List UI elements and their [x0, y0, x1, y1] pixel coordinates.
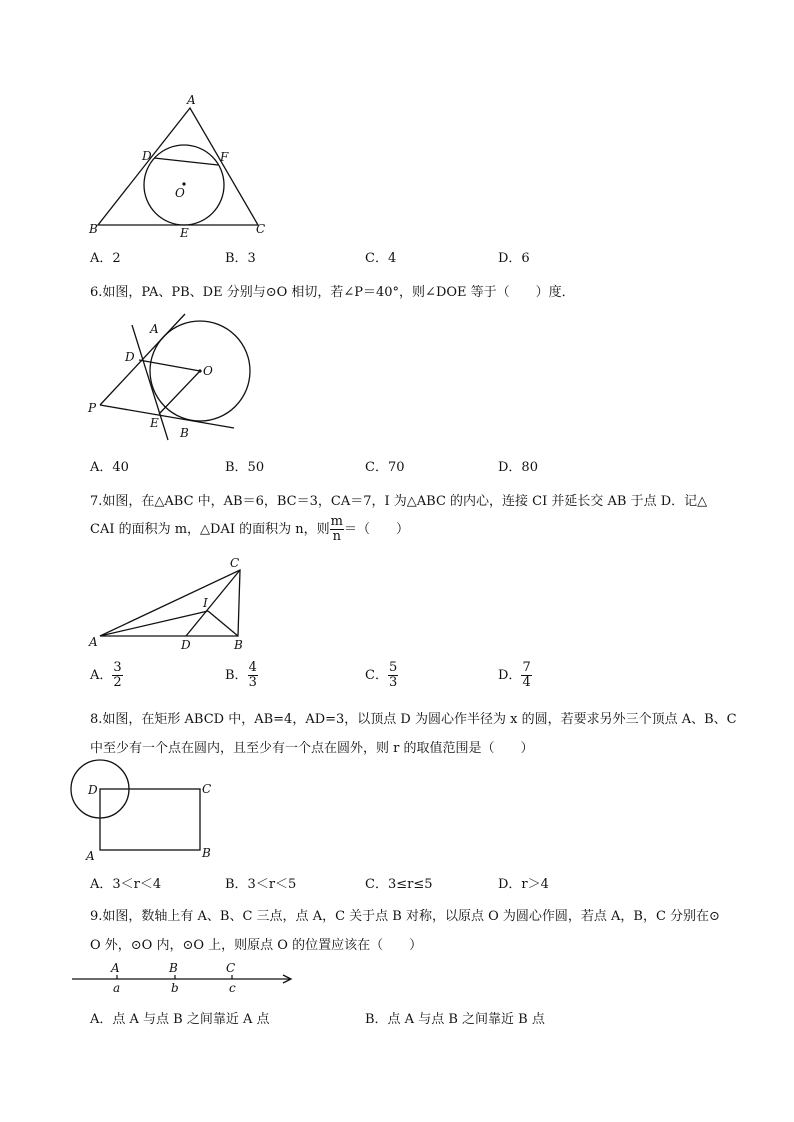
q6-label-p: P — [88, 401, 97, 415]
q7-question-line1: 7.如图，在△ABC 中，AB＝6，BC＝3，CA＝7，I 为△ABC 的内心，连接 CI 并延长交 AB 于点 D．记△ — [90, 494, 708, 509]
q7-label-i: I — [203, 596, 208, 610]
q7-option-a-num: 3 — [113, 660, 122, 675]
q7-option-b-num: 4 — [248, 660, 257, 675]
q7-ratio-numerator: m — [330, 514, 343, 529]
q7-option-c-den: 3 — [388, 675, 398, 690]
q7-option-d-num: 7 — [522, 660, 531, 675]
q5-label-b: B — [89, 222, 98, 236]
q9-label-lower-c: c — [229, 981, 236, 995]
q6-label-o: O — [203, 364, 213, 378]
q7-option-b-letter: B． — [225, 668, 248, 683]
q6-option-b[interactable]: B．50 — [225, 460, 265, 475]
q8-label-a: A — [86, 849, 95, 863]
q6-label-a: A — [150, 322, 159, 336]
q5-option-d[interactable]: D．6 — [498, 251, 530, 266]
q7-option-c-letter: C． — [365, 668, 388, 683]
q9-question-line2: O 外，⊙O 内，⊙O 上，则原点 O 的位置应该在（ ） — [90, 938, 423, 953]
q8-question-line2: 中至少有一个点在圆内，且至少有一个点在圆外，则 r 的取值范围是（ ） — [90, 741, 534, 756]
q5-label-c: C — [256, 222, 266, 236]
q8-option-b[interactable]: B．3＜r＜5 — [225, 877, 297, 892]
q9-label-upper-c: C — [226, 961, 236, 975]
q8-label-d: D — [88, 783, 98, 797]
q5-label-o: O — [175, 186, 185, 200]
q8-question-line1: 8.如图，在矩形 ABCD 中，AB=4，AD=3，以顶点 D 为圆心作半径为 x 的圆，若要求另外三个顶点 A、B、C — [90, 712, 737, 727]
q7-option-c-num: 5 — [388, 660, 398, 675]
q7-option-d-letter: D． — [498, 668, 522, 683]
q6-label-d: D — [125, 350, 135, 364]
q7-option-a-den: 2 — [113, 675, 122, 690]
q9-option-a[interactable]: A．点 A 与点 B 之间靠近 A 点 — [90, 1012, 270, 1027]
q8-option-d[interactable]: D．r＞4 — [498, 877, 549, 892]
q9-label-upper-b: B — [169, 961, 178, 975]
q9-question-line1: 9.如图，数轴上有 A、B、C 三点，点 A，C 关于点 B 对称，以原点 O 为圆心作圆，若点 A，B，C 分别在⊙ — [90, 909, 720, 924]
q7-label-c: C — [230, 556, 240, 570]
q7-line2-prefix: CAI 的面积为 m，△DAI 的面积为 n，则 — [90, 522, 330, 537]
q9-label-upper-a: A — [111, 961, 120, 975]
q5-option-c[interactable]: C．4 — [365, 251, 397, 266]
q9-label-lower-a: a — [113, 981, 121, 995]
q5-label-a: A — [187, 93, 196, 107]
q6-option-d[interactable]: D．80 — [498, 460, 538, 475]
q7-label-a: A — [89, 635, 98, 649]
q8-option-a[interactable]: A．3＜r＜4 — [90, 877, 162, 892]
q6-label-e: E — [150, 416, 159, 430]
q8-label-b: B — [202, 846, 211, 860]
q6-question-text: 6.如图，PA、PB、DE 分别与⊙O 相切，若∠P＝40°，则∠DOE 等于（ ）度． — [90, 285, 575, 300]
q5-label-d: D — [142, 149, 152, 163]
q6-option-a[interactable]: A．40 — [90, 460, 129, 475]
q7-option-a-letter: A． — [90, 668, 113, 683]
q9-label-lower-b: b — [171, 981, 179, 995]
q6-option-c[interactable]: C．70 — [365, 460, 405, 475]
q7-ratio-denominator: n — [332, 529, 341, 544]
q8-option-c[interactable]: C．3≤r≤5 — [365, 877, 433, 892]
q5-option-b[interactable]: B．3 — [225, 251, 256, 266]
q7-label-d: D — [181, 638, 191, 652]
q5-option-a[interactable]: A．2 — [90, 251, 121, 266]
q6-label-b: B — [180, 426, 189, 440]
q7-option-d-den: 4 — [522, 675, 531, 690]
q9-option-b[interactable]: B．点 A 与点 B 之间靠近 B 点 — [365, 1012, 545, 1027]
q5-label-f: F — [220, 150, 229, 164]
q7-label-b: B — [234, 638, 243, 652]
q8-label-c: C — [202, 782, 212, 796]
q5-label-e: E — [180, 226, 189, 240]
q7-line2-suffix: ＝（ ） — [343, 522, 409, 537]
q7-option-b-den: 3 — [248, 675, 257, 690]
